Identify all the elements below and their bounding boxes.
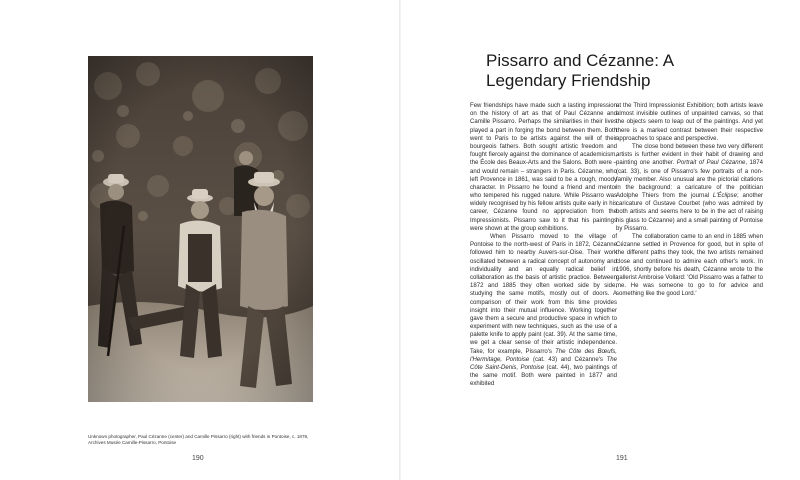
historic-photograph: [88, 56, 313, 402]
article-title: Pissarro and Cézanne: A Legendary Friendship: [486, 51, 674, 90]
paragraph: The collaboration came to an end in 1885 when Cézanne settled in Provence for good, but in spite of the different paths they took, the two artists remained close and continued to admire each other's work. In 1906, shortly before his death, Cézanne wrote to the gallerist Ambroise Vollard: 'Old Pissarro was a father to me. He was someone to go to for advice and something like the good Lord.': [616, 234, 764, 298]
text-column-left: [470, 102, 617, 389]
page-number-right: 191: [616, 455, 628, 462]
text-run: (cat. 43) and Cézanne's: [529, 356, 607, 363]
artwork-title: The Côte Saint-Denis, Pontoise: [470, 356, 617, 371]
text-run: (cat. 44), two paintings of the same motif. Both were painted in 1877 and exhibited: [470, 365, 617, 388]
paragraph: [616, 143, 763, 233]
artwork-title: Portrait of Paul Cézanne: [676, 160, 746, 167]
artwork-title: The Côte des Bœufs, l'Hermitage, Pontoise: [470, 348, 617, 363]
journal-title: L'Éclipse: [712, 193, 737, 200]
page-number-left: 190: [192, 455, 204, 462]
text-run: The close bond between these two very different artists is further evident in their habit of drawing and painting one another.: [616, 143, 763, 167]
book-gutter: [399, 0, 401, 480]
text-run: When Pissarro moved to the village of Pontoise to the north-west of Paris in 1872, Cézanne followed him to nearby Auvers-sur-Oise. Their work oscillated between a radical concept of autonomy and individuality and an equally radical belief in collaboration as the basis of artistic practice. Between 1872 and 1885 they often worked side by side, studying the same motifs, mostly out of doors. A comparison of their work from this time provides insight into their mutual influence. Working together gave them a secure and productive space in which to experiment with new techniques, such as the use of a palette knife to apply paint (cat. 39). At the same time, we get a clear sense of their artistic independence. Take, for example, Pissarro's: [470, 234, 617, 355]
text-run: , 1874 (cat. 33), is one of Pissarro's few portraits of a non-family member. Also unusual are the pictorial citations in the background: a caricature of the politician Adolphe Thiers from the journal: [616, 160, 763, 200]
text-run: ; another caricature of Gustave Courbet (who was admired by both artists and seems here to be in the act of raising his glass to Cézanne) and a small painting of Pontoise by Pissarro.: [616, 193, 764, 232]
paragraph: Few friendships have made such a lasting impression on the history of art as that of Paul Cézanne and Camille Pissarro. Perhaps the similarities in their lives played a part in forging the bond between them. Both went to Paris to be artists against the will of their bourgeois fathers. Both sought artistic freedom and fought fiercely against the dominance of academicism, the École des Beaux-Arts and the Salons. Both were – and would remain – strangers in Paris. Cézanne, who left Provence in 1861, was said to be a rough, moody character. In Pissarro he found a friend and mentor who tempered his rugged nature. While Pissarro was widely recognised by his fellow artists quite early in his career, Cézanne found no appreciation from the Impressionists. Pissarro saw to it that his paintings were shown at the group exhibitions.: [470, 103, 617, 232]
text-column-right: [616, 102, 763, 299]
paragraph: at the Third Impressionist Exhibition; both artists leave almost invisible outlines of unpainted canvas, so that the objects seem to leap out of the paintings. And yet there is a marked contrast between their respective approaches to space and perspective.: [616, 103, 763, 142]
photo-caption: Unknown photographer, Paul Cézanne (center) and Camille Pissarro (right) with friends in Pontoise, c. 1878, Archives Musée Camille-Pissarro, Pontoise: [88, 434, 309, 446]
paragraph: [470, 233, 617, 389]
photo-illustration: [88, 56, 313, 402]
